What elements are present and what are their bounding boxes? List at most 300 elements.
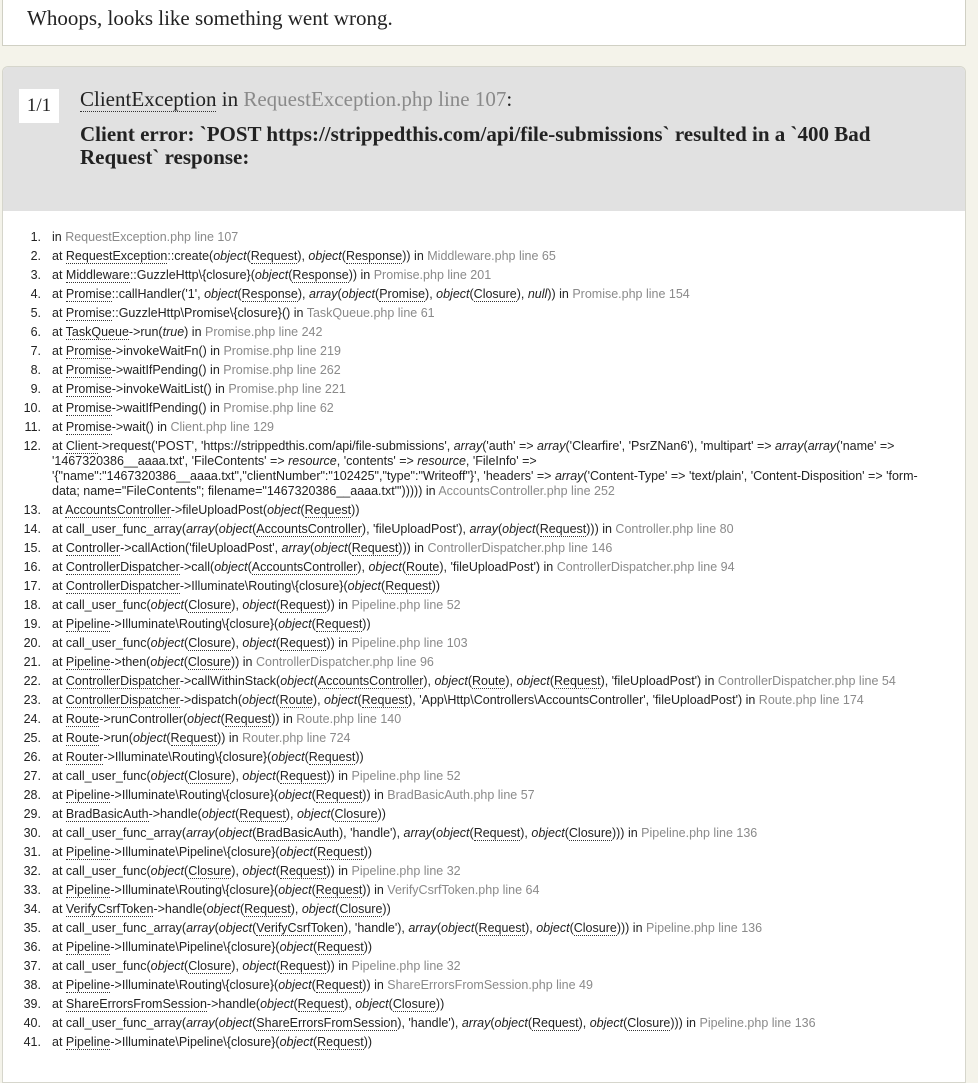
stack-trace-item bbox=[13, 826, 933, 841]
trace-text: )) in bbox=[362, 978, 388, 992]
stack-trace-number: 23. bbox=[23, 693, 41, 707]
class-name: Request bbox=[239, 807, 286, 821]
trace-text: )) in bbox=[326, 598, 352, 612]
class-name: Promise bbox=[65, 420, 112, 434]
file-location-link[interactable]: Pipeline.php line 136 bbox=[641, 826, 758, 840]
type-keyword: object bbox=[150, 655, 184, 669]
stack-trace-item bbox=[13, 401, 933, 416]
file-location-link[interactable]: ControllerDispatcher.php line 94 bbox=[556, 560, 735, 574]
class-name: Controller bbox=[65, 541, 121, 555]
stack-trace-number: 1. bbox=[30, 230, 41, 244]
class-name: Request bbox=[279, 864, 327, 878]
file-location-link[interactable]: Controller.php line 80 bbox=[615, 522, 734, 536]
trace-text: ->dispatch( bbox=[179, 693, 243, 707]
stack-trace-item bbox=[13, 541, 933, 556]
stack-trace-number: 37. bbox=[23, 959, 41, 973]
type-keyword: object bbox=[589, 1016, 624, 1030]
file-location-link[interactable]: Pipeline.php line 52 bbox=[351, 769, 461, 783]
trace-text: ( bbox=[237, 287, 242, 301]
trace-text: ->Illuminate\Routing\{closure}( bbox=[179, 579, 348, 593]
class-name: Pipeline bbox=[65, 617, 111, 631]
type-keyword: object bbox=[150, 769, 185, 783]
exception-file-link[interactable]: RequestException.php line 107 bbox=[243, 87, 507, 111]
class-name: ShareErrorsFromSession bbox=[256, 1016, 398, 1030]
stack-trace-item bbox=[13, 249, 933, 264]
class-name: Request bbox=[315, 788, 363, 802]
type-keyword: object bbox=[260, 997, 294, 1011]
trace-text: )) bbox=[377, 807, 386, 821]
trace-text: ( bbox=[474, 921, 479, 935]
trace-text: ->run( bbox=[99, 731, 133, 745]
trace-text: )) bbox=[363, 1035, 373, 1049]
class-name: Closure bbox=[392, 997, 436, 1011]
trace-text: ->callWithinStack( bbox=[179, 674, 281, 688]
trace-text: ->handle( bbox=[153, 902, 207, 916]
class-name: VerifyCsrfToken bbox=[256, 921, 344, 935]
trace-text: ->Illuminate\Routing\{closure}( bbox=[103, 750, 272, 764]
class-name: Pipeline bbox=[65, 845, 111, 859]
class-name: Request bbox=[315, 617, 363, 631]
trace-text: ), bbox=[231, 636, 243, 650]
trace-text: at call_user_func( bbox=[52, 769, 151, 783]
type-keyword: array bbox=[408, 921, 437, 935]
class-name: Request bbox=[361, 693, 409, 707]
trace-text: ), 'fileUploadPost'), bbox=[361, 522, 470, 536]
type-keyword: object bbox=[132, 731, 167, 745]
trace-text: ( bbox=[388, 997, 393, 1011]
class-name: Request bbox=[224, 712, 272, 726]
class-name: Closure bbox=[473, 287, 517, 301]
class-name: Request bbox=[539, 522, 587, 536]
stack-trace-item bbox=[13, 864, 933, 879]
trace-text: ), bbox=[231, 959, 243, 973]
stack-trace-item bbox=[13, 921, 933, 936]
trace-text: ( bbox=[467, 674, 472, 688]
trace-text: )) in bbox=[547, 287, 573, 301]
type-keyword: resource bbox=[417, 454, 466, 468]
stack-trace-item bbox=[13, 617, 933, 632]
class-name: Route bbox=[65, 731, 100, 745]
trace-text: at bbox=[52, 382, 66, 396]
file-location-link[interactable]: Promise.php line 219 bbox=[223, 344, 341, 358]
class-name: VerifyCsrfToken bbox=[65, 902, 154, 916]
trace-text: ->waitIfPending() in bbox=[111, 363, 224, 377]
class-name: Request bbox=[250, 249, 298, 263]
trace-text: ( bbox=[469, 287, 474, 301]
trace-text: ( bbox=[293, 997, 298, 1011]
type-keyword: object bbox=[218, 921, 253, 935]
type-keyword: object bbox=[324, 693, 358, 707]
stack-trace-item bbox=[13, 420, 933, 435]
trace-text: at bbox=[52, 978, 66, 992]
stack-trace-number: 40. bbox=[23, 1016, 41, 1030]
trace-text: ->callAction('fileUploadPost', bbox=[120, 541, 282, 555]
trace-text: ->Illuminate\Pipeline\{closure}( bbox=[110, 845, 280, 859]
file-location-link[interactable]: Pipeline.php line 136 bbox=[646, 921, 763, 935]
trace-text: ), bbox=[285, 807, 297, 821]
trace-text: ( bbox=[357, 693, 362, 707]
stack-trace-item bbox=[13, 598, 933, 613]
stack-trace-number: 15. bbox=[23, 541, 41, 555]
class-name: Request bbox=[317, 940, 364, 954]
type-keyword: object bbox=[150, 864, 185, 878]
stack-trace-item bbox=[13, 674, 933, 689]
trace-text: )) bbox=[382, 902, 391, 916]
class-name: Request bbox=[317, 845, 364, 859]
trace-text: ( bbox=[436, 921, 442, 935]
file-location-link[interactable]: TaskQueue.php line 61 bbox=[306, 306, 435, 320]
trace-text: ), bbox=[344, 997, 356, 1011]
stack-trace-item bbox=[13, 693, 933, 708]
type-keyword: object bbox=[242, 959, 276, 973]
stack-trace-item bbox=[13, 731, 933, 746]
type-keyword: object bbox=[441, 921, 475, 935]
trace-text: )) bbox=[363, 940, 373, 954]
trace-text: at bbox=[52, 363, 66, 377]
trace-text: ::GuzzleHttp\Promise\{closure}() in bbox=[111, 306, 307, 320]
exception-title bbox=[80, 87, 512, 112]
class-name: Client bbox=[65, 439, 98, 453]
stack-trace-number: 41. bbox=[23, 1035, 41, 1049]
stack-trace-item bbox=[13, 503, 933, 518]
type-keyword: object bbox=[150, 959, 185, 973]
file-location-link[interactable]: ControllerDispatcher.php line 146 bbox=[427, 541, 613, 555]
trace-text: ) in bbox=[184, 325, 205, 339]
trace-text: ), bbox=[425, 287, 437, 301]
trace-text: )) bbox=[351, 503, 360, 517]
trace-text: ->fileUploadPost( bbox=[170, 503, 268, 517]
type-keyword: object bbox=[201, 807, 236, 821]
class-name: Middleware bbox=[65, 268, 130, 282]
class-name: ControllerDispatcher bbox=[65, 579, 180, 593]
trace-text: at bbox=[52, 268, 66, 282]
stack-trace-item bbox=[13, 344, 933, 359]
error-banner-title: Whoops, looks like something went wrong. bbox=[27, 6, 393, 30]
trace-text: ->request('POST', 'https://strippedthis.com/api/file-submissions', bbox=[97, 439, 454, 453]
file-location-link[interactable]: ControllerDispatcher.php line 96 bbox=[255, 655, 434, 669]
trace-text: ), bbox=[423, 674, 435, 688]
file-location-link[interactable]: Middleware.php line 65 bbox=[427, 249, 556, 263]
trace-text: ( bbox=[252, 826, 257, 840]
class-name: Request bbox=[279, 959, 327, 973]
trace-text: ->then( bbox=[110, 655, 151, 669]
class-name: Request bbox=[170, 731, 218, 745]
class-name: Request bbox=[532, 1016, 579, 1030]
stack-trace-item bbox=[13, 230, 933, 245]
exception-colon: : bbox=[506, 87, 513, 111]
type-keyword: object bbox=[296, 807, 331, 821]
stack-trace-item bbox=[13, 439, 933, 499]
file-location-link[interactable]: ControllerDispatcher.php line 54 bbox=[717, 674, 896, 688]
trace-text: ( bbox=[275, 693, 280, 707]
stack-trace-number: 34. bbox=[23, 902, 41, 916]
trace-text: ( bbox=[183, 655, 188, 669]
trace-text: ( bbox=[311, 617, 316, 631]
class-name: Request bbox=[315, 978, 363, 992]
trace-text: at bbox=[52, 731, 66, 745]
trace-text: ->waitIfPending() in bbox=[111, 401, 224, 415]
file-location-link[interactable]: Promise.php line 201 bbox=[373, 268, 492, 282]
type-keyword: array bbox=[775, 439, 804, 453]
file-location-link[interactable]: Client.php line 129 bbox=[170, 420, 274, 434]
class-name: Request bbox=[279, 769, 327, 783]
trace-text: ( bbox=[252, 522, 257, 536]
type-keyword: object bbox=[536, 921, 570, 935]
trace-text: at call_user_func( bbox=[52, 598, 151, 612]
stack-trace-number: 27. bbox=[23, 769, 41, 783]
type-keyword: object bbox=[494, 1016, 528, 1030]
type-keyword: array bbox=[281, 541, 311, 555]
trace-text: at bbox=[52, 541, 66, 555]
type-keyword: object bbox=[278, 788, 312, 802]
class-name: Pipeline bbox=[65, 1035, 111, 1049]
type-keyword: object bbox=[279, 1035, 313, 1049]
trace-text: ( bbox=[312, 1035, 318, 1049]
file-location-link[interactable]: Route.php line 140 bbox=[296, 712, 402, 726]
trace-text: ->Illuminate\Routing\{closure}( bbox=[110, 788, 279, 802]
trace-text: at bbox=[52, 306, 66, 320]
class-name: Route bbox=[279, 693, 313, 707]
file-location-link[interactable]: AccountsController.php line 252 bbox=[438, 484, 615, 498]
file-location-link[interactable]: Promise.php line 62 bbox=[223, 401, 334, 415]
class-name: Request bbox=[244, 902, 291, 916]
class-name: AccountsController bbox=[251, 560, 358, 574]
type-keyword: object bbox=[368, 560, 402, 574]
class-name: AccountsController bbox=[256, 522, 362, 536]
class-name: Closure bbox=[573, 921, 617, 935]
type-keyword: array bbox=[807, 439, 837, 453]
trace-text: ( bbox=[381, 579, 386, 593]
class-name: Promise bbox=[379, 287, 426, 301]
stack-trace-number: 30. bbox=[23, 826, 41, 840]
class-name: Closure bbox=[339, 902, 383, 916]
trace-text: ('Content-Type' => 'text/plain', 'Content-Disposition' => 'form-data; name="FileContents"; filename="1467320386__aaaa.txt"'))))) in bbox=[52, 469, 918, 498]
type-keyword: object bbox=[347, 579, 382, 593]
class-name: Closure bbox=[188, 598, 232, 612]
stack-trace-list bbox=[13, 230, 933, 1054]
trace-text: ))) in bbox=[586, 522, 616, 536]
trace-text: at bbox=[52, 439, 66, 453]
trace-text: at bbox=[52, 344, 66, 358]
stack-trace-number: 36. bbox=[23, 940, 41, 954]
type-keyword: object bbox=[150, 598, 185, 612]
trace-text: ( bbox=[803, 439, 808, 453]
trace-text: ( bbox=[239, 902, 245, 916]
file-location-link[interactable]: Router.php line 724 bbox=[242, 731, 351, 745]
trace-text: ), bbox=[231, 769, 243, 783]
trace-text: ( bbox=[246, 249, 251, 263]
stack-trace-item bbox=[13, 268, 933, 283]
file-location-link[interactable]: Pipeline.php line 103 bbox=[351, 636, 468, 650]
trace-text: ->invokeWaitList() in bbox=[111, 382, 229, 396]
trace-text: ( bbox=[304, 750, 309, 764]
trace-text: ), bbox=[578, 1016, 590, 1030]
trace-text: ( bbox=[311, 883, 316, 897]
trace-text: ( bbox=[184, 959, 189, 973]
stack-trace-number: 12. bbox=[23, 439, 41, 453]
file-location-link[interactable]: Promise.php line 242 bbox=[205, 325, 323, 339]
trace-text: ( bbox=[313, 674, 318, 688]
type-keyword: object bbox=[279, 845, 313, 859]
stack-trace-item bbox=[13, 959, 933, 974]
class-name: Pipeline bbox=[65, 978, 111, 992]
trace-text: ( bbox=[310, 541, 315, 555]
trace-text: ( bbox=[166, 731, 171, 745]
stack-trace-number: 32. bbox=[23, 864, 41, 878]
trace-text: at call_user_func( bbox=[52, 959, 151, 973]
type-keyword: object bbox=[434, 674, 468, 688]
type-keyword: object bbox=[150, 636, 185, 650]
trace-text: ( bbox=[220, 712, 225, 726]
class-name: Promise bbox=[65, 306, 112, 320]
trace-text: ( bbox=[490, 1016, 495, 1030]
trace-text: ( bbox=[214, 522, 219, 536]
class-name: Router bbox=[65, 750, 104, 764]
trace-text: at bbox=[52, 807, 66, 821]
trace-text: ), bbox=[520, 826, 532, 840]
trace-text: at bbox=[52, 1035, 66, 1049]
file-location-link[interactable]: Pipeline.php line 32 bbox=[351, 864, 461, 878]
trace-text: ( bbox=[330, 807, 335, 821]
file-location-link[interactable]: Pipeline.php line 52 bbox=[351, 598, 461, 612]
trace-text: ->Illuminate\Pipeline\{closure}( bbox=[110, 1035, 280, 1049]
stack-trace-item bbox=[13, 1016, 933, 1031]
stack-trace-number: 33. bbox=[23, 883, 41, 897]
trace-text: at bbox=[52, 287, 66, 301]
type-keyword: array bbox=[186, 826, 215, 840]
file-location-link[interactable]: Pipeline.php line 32 bbox=[351, 959, 461, 973]
type-keyword: object bbox=[341, 287, 376, 301]
stack-trace-number: 28. bbox=[23, 788, 41, 802]
exception-header bbox=[3, 67, 965, 211]
class-name: BradBasicAuth bbox=[65, 807, 149, 821]
trace-text: ( bbox=[564, 826, 569, 840]
stack-trace-item bbox=[13, 788, 933, 803]
trace-text: at bbox=[52, 617, 66, 631]
type-keyword: array bbox=[453, 439, 483, 453]
class-name: Closure bbox=[188, 769, 232, 783]
trace-text: ( bbox=[184, 864, 189, 878]
file-location-link[interactable]: RequestException.php line 107 bbox=[65, 230, 239, 244]
type-keyword: object bbox=[218, 826, 253, 840]
class-name: Pipeline bbox=[65, 788, 111, 802]
trace-text: in bbox=[52, 230, 66, 244]
type-keyword: object bbox=[278, 883, 312, 897]
type-keyword: resource bbox=[288, 454, 337, 468]
class-name: Closure bbox=[568, 826, 612, 840]
type-keyword: object bbox=[280, 674, 314, 688]
trace-text: at bbox=[52, 693, 66, 707]
class-name: Request bbox=[478, 921, 526, 935]
stack-trace-item bbox=[13, 902, 933, 917]
class-name: Pipeline bbox=[65, 655, 111, 669]
trace-text: ->handle( bbox=[148, 807, 202, 821]
trace-text: ->Illuminate\Routing\{closure}( bbox=[110, 617, 279, 631]
trace-text: ( bbox=[300, 503, 305, 517]
file-location-link[interactable]: Pipeline.php line 136 bbox=[699, 1016, 816, 1030]
file-location-link[interactable]: Promise.php line 221 bbox=[228, 382, 346, 396]
trace-text: ), bbox=[231, 864, 243, 878]
file-location-link[interactable]: ShareErrorsFromSession.php line 49 bbox=[387, 978, 593, 992]
trace-text: ->run( bbox=[128, 325, 163, 339]
file-location-link[interactable]: Route.php line 174 bbox=[758, 693, 864, 707]
stack-trace-number: 11. bbox=[24, 420, 41, 434]
trace-text: ( bbox=[347, 541, 352, 555]
trace-text: ->runController( bbox=[99, 712, 188, 726]
file-location-link[interactable]: Promise.php line 262 bbox=[223, 363, 341, 377]
stack-trace-number: 10. bbox=[23, 401, 41, 415]
stack-trace-item bbox=[13, 978, 933, 993]
stack-trace-number: 35. bbox=[23, 921, 41, 935]
class-name: ControllerDispatcher bbox=[65, 674, 180, 688]
trace-text: ->handle( bbox=[206, 997, 261, 1011]
stack-trace-item bbox=[13, 997, 933, 1012]
trace-text: ( bbox=[469, 826, 474, 840]
trace-text: )) in bbox=[326, 769, 352, 783]
type-keyword: object bbox=[206, 902, 240, 916]
type-keyword: object bbox=[279, 940, 313, 954]
error-banner bbox=[2, 0, 966, 46]
trace-text: at bbox=[52, 249, 66, 263]
class-name: Promise bbox=[65, 363, 112, 377]
type-keyword: object bbox=[254, 268, 289, 282]
stack-trace-number: 31. bbox=[23, 845, 41, 859]
class-name: Closure bbox=[187, 655, 231, 669]
class-name: Closure bbox=[627, 1016, 671, 1030]
trace-text: )) bbox=[431, 579, 441, 593]
trace-text: ('Clearfire', 'PsrZNan6'), 'multipart' => bbox=[565, 439, 776, 453]
trace-text: ), 'handle'), bbox=[343, 921, 409, 935]
trace-text: ( bbox=[252, 1016, 257, 1030]
trace-text: at bbox=[52, 325, 66, 339]
trace-text: ), 'fileUploadPost') in bbox=[439, 560, 557, 574]
stack-trace-number: 6. bbox=[30, 325, 41, 339]
type-keyword: object bbox=[187, 712, 221, 726]
file-location-link[interactable]: Promise.php line 154 bbox=[572, 287, 690, 301]
type-keyword: array bbox=[186, 1016, 215, 1030]
trace-text: )) in bbox=[326, 636, 352, 650]
trace-text: at bbox=[52, 560, 66, 574]
type-keyword: array bbox=[186, 522, 215, 536]
class-name: TaskQueue bbox=[65, 325, 129, 339]
stack-trace-number: 21. bbox=[23, 655, 41, 669]
trace-text: ( bbox=[275, 598, 280, 612]
trace-text: ))) in bbox=[616, 921, 646, 935]
class-name: Request bbox=[317, 1035, 364, 1049]
trace-text: , 'contents' => bbox=[336, 454, 418, 468]
stack-trace-number: 4. bbox=[30, 287, 41, 301]
stack-trace-number: 25. bbox=[23, 731, 41, 745]
trace-text: ( bbox=[311, 978, 316, 992]
trace-text: ( bbox=[341, 249, 346, 263]
trace-text: ), bbox=[297, 287, 309, 301]
type-keyword: object bbox=[267, 503, 301, 517]
trace-text: ( bbox=[623, 1016, 628, 1030]
file-location-link[interactable]: VerifyCsrfToken.php line 64 bbox=[387, 883, 540, 897]
trace-text: at bbox=[52, 750, 66, 764]
file-location-link[interactable]: BradBasicAuth.php line 57 bbox=[387, 788, 535, 802]
trace-text: ( bbox=[527, 1016, 533, 1030]
stack-trace-item bbox=[13, 712, 933, 727]
trace-text: ), bbox=[231, 598, 243, 612]
trace-text: ->wait() in bbox=[111, 420, 171, 434]
trace-text: )) in bbox=[348, 268, 374, 282]
trace-text: ), 'handle'), bbox=[397, 1016, 462, 1030]
type-keyword: object bbox=[278, 978, 312, 992]
trace-text: ), bbox=[312, 693, 325, 707]
trace-text: ('name' => '1467320386__aaaa.txt', 'FileContents' => bbox=[52, 439, 895, 468]
type-keyword: object bbox=[278, 617, 312, 631]
